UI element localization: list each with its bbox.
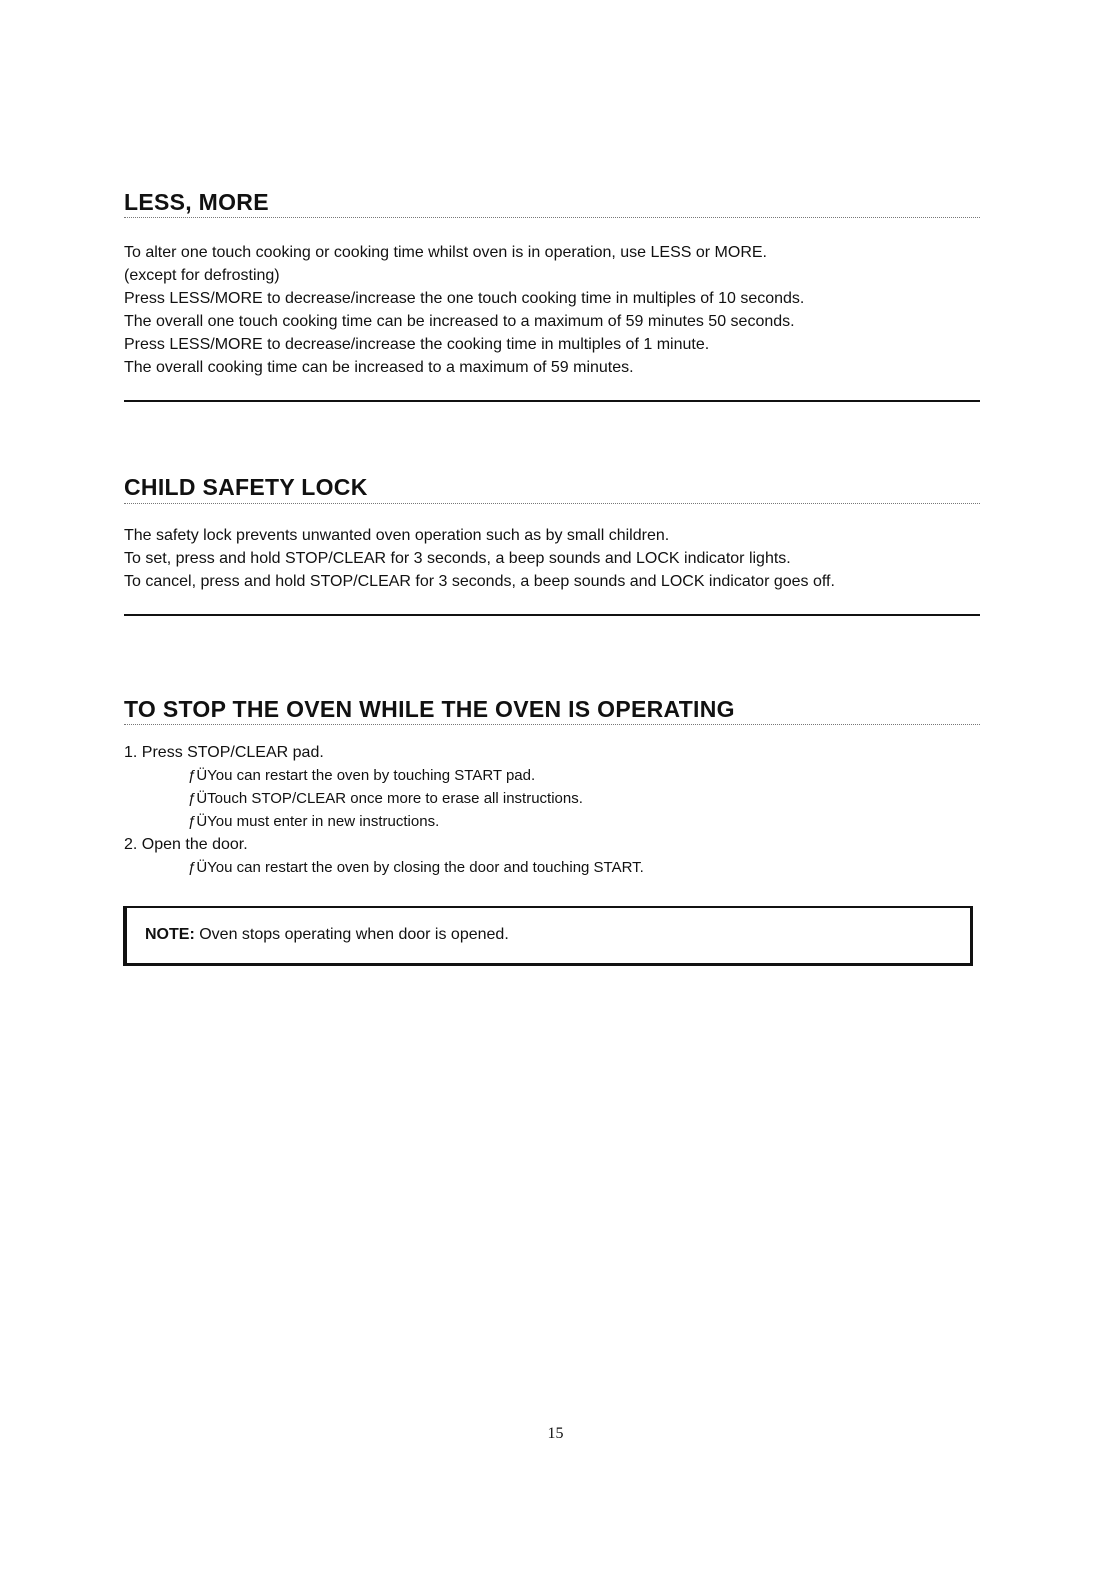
text-line: The overall cooking time can be increased to a maximum of 59 minutes. bbox=[124, 359, 634, 376]
text-line: Press LESS/MORE to decrease/increase the cooking time in multiples of 1 minute. bbox=[124, 336, 710, 353]
less-more-text bbox=[124, 241, 804, 379]
stop-oven-steps bbox=[124, 741, 644, 879]
text-line: The safety lock prevents unwanted oven operation such as by small children. bbox=[124, 527, 670, 544]
section-title-underline bbox=[124, 503, 980, 504]
step-subnote: ƒÜYou must enter in new instructions. bbox=[188, 813, 440, 830]
note-body: Oven stops operating when door is opened. bbox=[194, 926, 509, 943]
section-title-stop-oven: TO STOP THE OVEN WHILE THE OVEN IS OPERATING bbox=[124, 696, 735, 722]
text-line: The overall one touch cooking time can be increased to a maximum of 59 minutes 50 seconds. bbox=[124, 313, 795, 330]
text-line: To alter one touch cooking or cooking time whilst oven is in operation, use LESS or MORE. bbox=[124, 244, 767, 261]
note-label: NOTE: bbox=[145, 926, 195, 943]
section-divider bbox=[124, 614, 980, 616]
step-subnote: ƒÜYou can restart the oven by touching START pad. bbox=[188, 767, 536, 784]
list-item bbox=[124, 741, 644, 833]
text-line: Press LESS/MORE to decrease/increase the one touch cooking time in multiples of 10 seconds. bbox=[124, 290, 805, 307]
section-title-child-safety-lock: CHILD SAFETY LOCK bbox=[124, 474, 368, 500]
step-subnote: ƒÜTouch STOP/CLEAR once more to erase all instructions. bbox=[188, 790, 583, 807]
step-text: 1. Press STOP/CLEAR pad. bbox=[124, 744, 324, 761]
text-line: (except for defrosting) bbox=[124, 267, 280, 284]
note-box bbox=[123, 906, 973, 966]
step-subnote: ƒÜYou can restart the oven by closing the door and touching START. bbox=[188, 859, 644, 876]
section-title-less-more: LESS, MORE bbox=[124, 189, 269, 215]
section-title-underline bbox=[124, 724, 980, 725]
section-title-underline bbox=[124, 217, 980, 218]
list-item bbox=[124, 833, 644, 879]
section-divider bbox=[124, 400, 980, 402]
page-number: 15 bbox=[547, 1425, 564, 1442]
step-text: 2. Open the door. bbox=[124, 836, 248, 853]
note-text bbox=[145, 926, 509, 944]
text-line: To cancel, press and hold STOP/CLEAR for 3 seconds, a beep sounds and LOCK indicator goes off. bbox=[124, 573, 835, 590]
child-safety-lock-text bbox=[124, 524, 835, 593]
text-line: To set, press and hold STOP/CLEAR for 3 seconds, a beep sounds and LOCK indicator lights. bbox=[124, 550, 791, 567]
